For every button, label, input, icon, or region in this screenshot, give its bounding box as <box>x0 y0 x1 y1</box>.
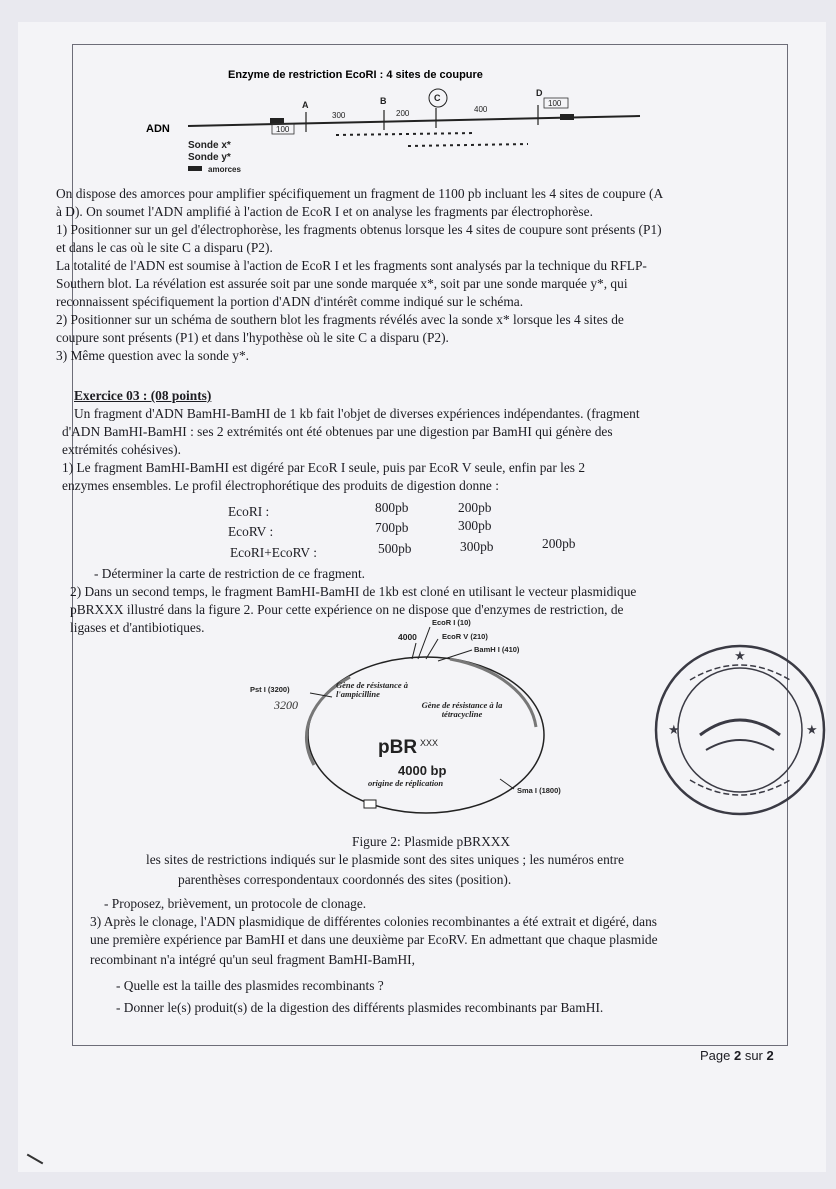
page-total: 2 <box>766 1048 774 1063</box>
digest-both-band-3: 200pb <box>542 536 576 551</box>
probe-y-line <box>408 144 528 146</box>
ex3-intro-5: enzymes ensembles. Le profil électrophorétique des produits de digestion donne : <box>62 478 499 493</box>
svg-text:★: ★ <box>668 723 680 738</box>
page-prefix: Page <box>700 1048 734 1063</box>
after-fig-5: une première expérience par BamHI et dans une deuxième par EcoRV. En admettant que chaque plasmide <box>90 932 658 947</box>
ex2-line-4: et dans le cas où le site C a disparu (P2). <box>56 240 273 255</box>
plasmid-name-suffix: XXX <box>420 738 439 748</box>
digest-ecorv-band-2: 300pb <box>458 518 492 533</box>
amp-gene-label: Gène de résistance à l'ampicilline <box>336 681 409 699</box>
legend-probe-x: Sonde x* <box>188 140 231 151</box>
site-c-label: C <box>434 93 441 103</box>
plasmid-name: pBR <box>378 737 418 758</box>
ex3-intro-2: d'ADN BamHI-BamHI : ses 2 extrémités ont été obtenues par une digestion par BamHI qui génère des <box>62 424 613 439</box>
svg-text:★: ★ <box>734 649 746 664</box>
ex2-line-9: coupure sont présents (P1) et dans l'hypothèse où le site C a disparu (P2). <box>56 330 449 345</box>
after-fig-8: - Donner le(s) produit(s) de la digestion des différents plasmides recombinants par BamHI. <box>116 1000 604 1015</box>
site-4000-label: 4000 <box>398 632 417 642</box>
digest-enzyme-ecori: EcoRI : <box>228 504 270 519</box>
plasmid-size: 4000 bp <box>398 763 447 778</box>
ex2-line-6: Southern blot. La révélation est assurée soit par une sonde marquée x*, soit par une sonde marquée y*, qui <box>56 276 628 291</box>
ex2-line-7: reconnaissent spécifiquement la portion d'ADN d'intérêt comme indiqué sur le schéma. <box>56 294 524 309</box>
tet-gene-label: Gène de résistance à la tétracycline <box>421 701 503 719</box>
figure-caption: Figure 2: Plasmide pBRXXX <box>352 834 511 849</box>
segment-label-5: 100 <box>548 99 562 108</box>
ex3-intro-4: 1) Le fragment BamHI-BamHI est digéré par EcoR I seule, puis par EcoR V seule, enfin par les 2 <box>62 460 586 475</box>
ex3-intro-1: Un fragment d'ADN BamHI-BamHI de 1 kb fait l'objet de diverses expériences indépendantes. (fragment <box>74 406 640 421</box>
digest-ecori-band-1: 800pb <box>375 500 409 515</box>
probe-x-line <box>336 133 476 135</box>
university-stamp <box>650 640 830 820</box>
legend-primers: amorces <box>208 165 241 174</box>
ex2-line-2: à D). On soumet l'ADN amplifié à l'action de EcoR I et on analyse les fragments par électrophorèse. <box>56 204 593 219</box>
q2-line-3: ligases et d'antibiotiques. <box>70 620 205 635</box>
exercise-3-heading: Exercice 03 : (08 points) <box>74 388 212 403</box>
q2-line-1: 2) Dans un second temps, le fragment BamHI-BamHI de 1kb est cloné en utilisant le vecteur plasmidique <box>70 584 637 599</box>
origin-label: origine de réplication <box>368 779 444 788</box>
after-fig-4: 3) Après le clonage, l'ADN plasmidique de différentes colonies recombinantes a été extrait et digéré, dans <box>90 914 657 929</box>
page-number: 2 <box>733 1048 742 1063</box>
ex3-intro-3: extrémités cohésives). <box>62 442 181 457</box>
svg-text:★: ★ <box>806 723 818 738</box>
after-fig-1: les sites de restrictions indiqués sur le plasmide sont des sites uniques ; les numéros entre <box>146 852 624 867</box>
ex2-line-1: On dispose des amorces pour amplifier spécifiquement un fragment de 1100 pb incluant les 4 sites de coupure (A <box>56 186 664 201</box>
site-ecorv-label: EcoR V (210) <box>442 632 488 641</box>
digest-ecorv-band-1: 700pb <box>375 520 409 535</box>
ex2-line-3: 1) Positionner sur un gel d'électrophorèse, les fragments obtenus lorsque les 4 sites de coupure sont présents (P1) <box>56 222 662 237</box>
primer-right <box>560 114 574 120</box>
digest-ecori-band-2: 200pb <box>458 500 492 515</box>
site-a-label: A <box>302 100 309 110</box>
ex2-line-10: 3) Même question avec la sonde y*. <box>56 348 249 363</box>
digest-both-band-2: 300pb <box>460 539 494 554</box>
digest-both-band-1: 500pb <box>378 541 412 556</box>
site-b-label: B <box>380 96 387 106</box>
segment-label-3: 200 <box>396 109 410 118</box>
q1-task: - Déterminer la carte de restriction de ce fragment. <box>94 566 366 581</box>
segment-label-1: 100 <box>276 125 290 134</box>
q2-line-2: pBRXXX illustré dans la figure 2. Pour cette expérience on ne dispose que d'enzymes de restriction, de <box>70 602 624 617</box>
after-fig-6: recombinant n'a intégré qu'un seul fragment BamHI-BamHI, <box>90 952 415 967</box>
restriction-map-diagram <box>140 60 660 176</box>
site-smai-label: Sma I (1800) <box>517 786 561 795</box>
segment-label-2: 300 <box>332 111 346 120</box>
ex2-line-5: La totalité de l'ADN est soumise à l'action de EcoR I et les fragments sont analysés par la technique du RFLP- <box>56 258 647 273</box>
legend-probe-y: Sonde y* <box>188 152 231 163</box>
page-footer <box>700 1048 774 1063</box>
after-fig-2: parenthèses correspondentaux coordonnés des sites (position). <box>178 872 512 887</box>
primer-left <box>270 118 284 124</box>
diagram1-title: Enzyme de restriction EcoRI : 4 sites de coupure <box>228 69 483 81</box>
after-fig-3: - Proposez, brièvement, un protocole de clonage. <box>104 896 367 911</box>
handwritten-3200: 3200 <box>274 698 298 712</box>
plasmid-figure <box>240 615 620 830</box>
segment-label-4: 400 <box>474 105 488 114</box>
adn-label: ADN <box>146 123 170 135</box>
site-d-label: D <box>536 88 543 98</box>
page-mid: sur <box>741 1048 767 1063</box>
after-fig-7: - Quelle est la taille des plasmides recombinants ? <box>116 978 384 993</box>
site-ecori-label: EcoR I (10) <box>432 618 471 627</box>
digest-enzyme-ecorv: EcoRV : <box>228 524 274 539</box>
ex2-line-8: 2) Positionner sur un schéma de southern blot les fragments révélés avec la sonde x* lorsque les 4 sites de <box>56 312 624 327</box>
site-bamhi-label: BamH I (410) <box>474 645 520 654</box>
site-psti-label: Pst I (3200) <box>250 685 290 694</box>
digest-enzyme-both: EcoRI+EcoRV : <box>230 545 317 560</box>
